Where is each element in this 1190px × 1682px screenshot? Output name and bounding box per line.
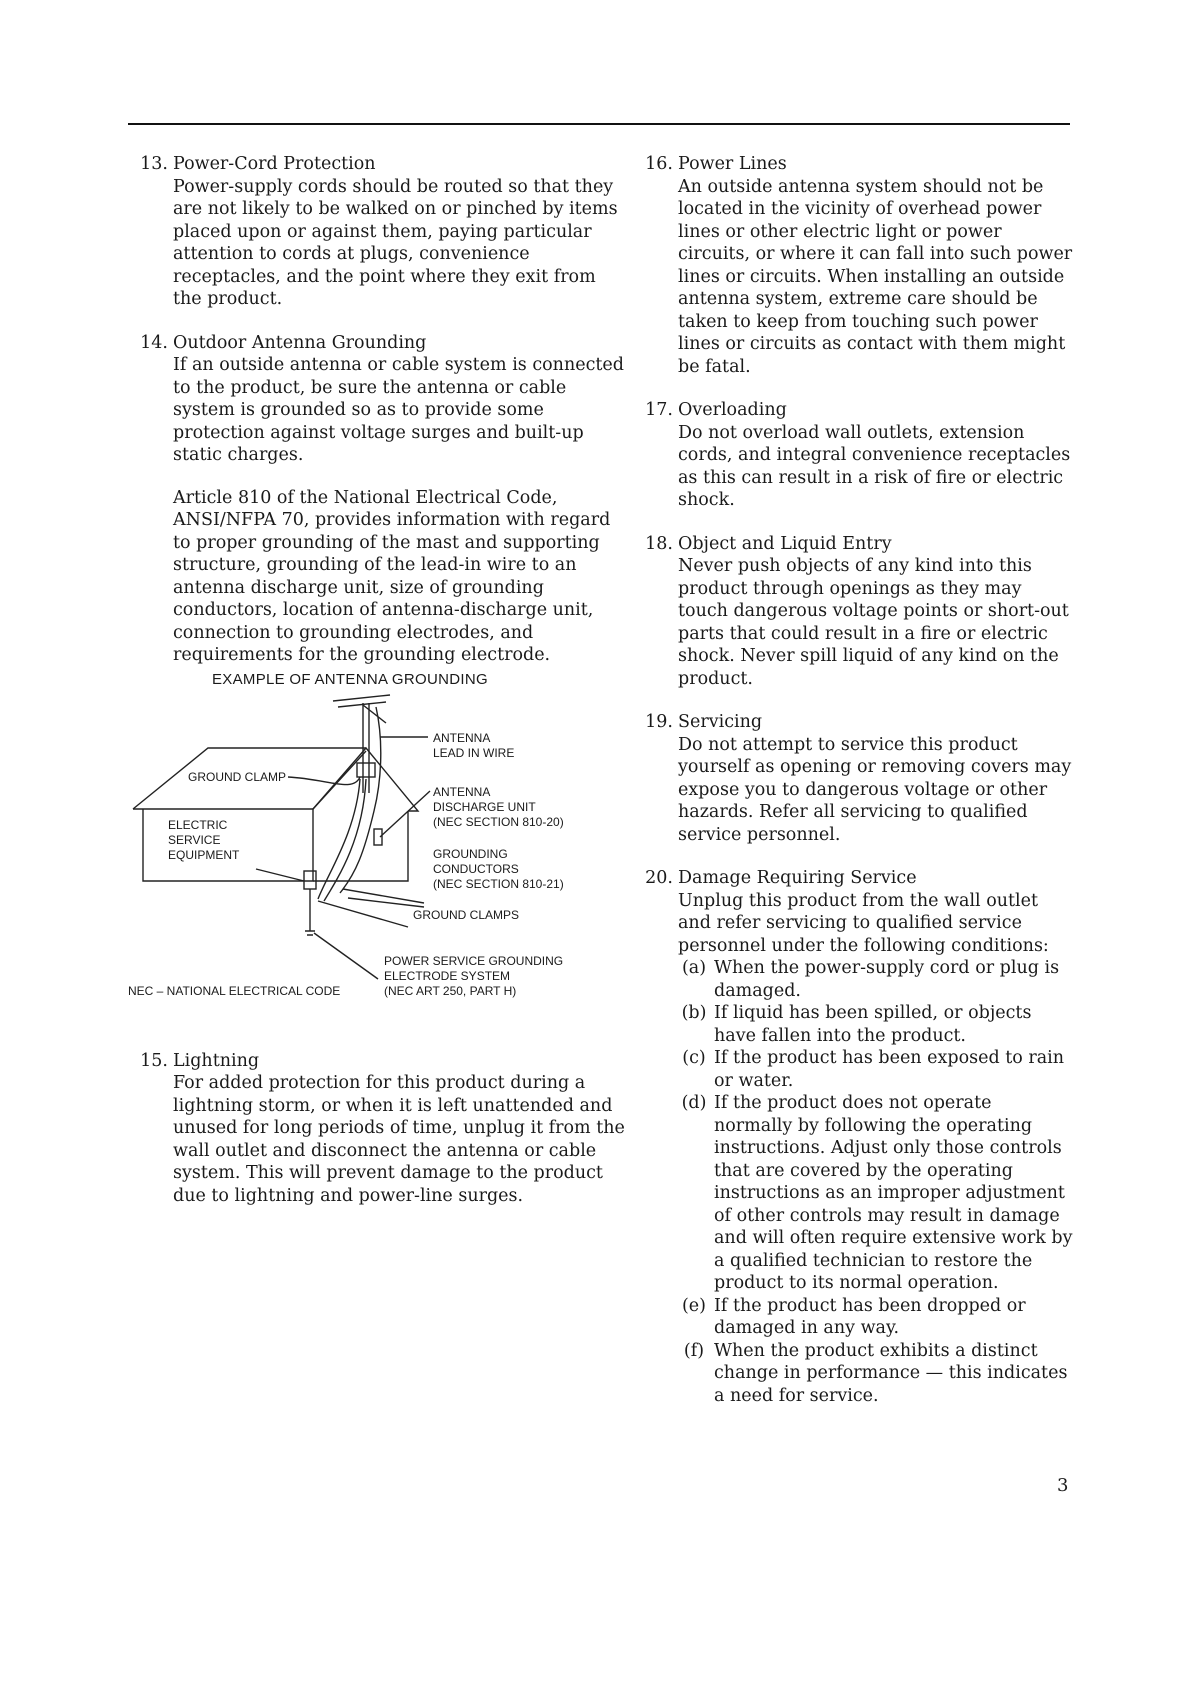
label-grounding: GROUNDING: [433, 846, 508, 861]
condition-text: If the product has been dropped or damaged in any way.: [714, 1295, 1026, 1338]
top-rule: [128, 123, 1070, 125]
condition-label: (d): [681, 1093, 707, 1113]
condition-label: (b): [681, 1003, 707, 1023]
lead-in-wire: [340, 707, 381, 893]
label-electrode-system: ELECTRODE SYSTEM: [384, 968, 511, 983]
item-title: Outdoor Antenna Grounding: [173, 332, 427, 353]
label-discharge-unit: DISCHARGE UNIT: [433, 799, 536, 814]
item-number: 16.: [645, 154, 673, 174]
item-body: An outside antenna system should not be located in the vicinity of overhead power lines or other electric light or power circuits, or where it can fall into such power lines or circuits. When installing an outside antenna system, extreme care should be taken to keep from touching such power lines or circuits as contact with them might be fatal.: [678, 176, 1073, 377]
item-14-outdoor-antenna-grounding: [128, 332, 628, 1029]
condition-e: [678, 1295, 1075, 1340]
label-discharge-section: (NEC SECTION 810-20): [433, 814, 564, 829]
item-title: Lightning: [173, 1050, 260, 1071]
item-body: Power-supply cords should be routed so that they are not likely to be walked on or pinched by items placed upon or against them, paying particular attention to cords at plugs, convenience receptacles, and the point where they exit from the product.: [173, 176, 618, 309]
item-body: Unplug this product from the wall outlet and refer servicing to qualified service personnel under the following conditions:: [678, 890, 1049, 956]
leader-ground-clamp: [288, 777, 360, 785]
item-15-lightning: [128, 1050, 628, 1208]
item-number: 14.: [140, 332, 168, 353]
label-service: SERVICE: [168, 832, 221, 847]
condition-label: (c): [682, 1048, 706, 1068]
page-number: 3: [1057, 1475, 1069, 1496]
label-grounding-section: (NEC SECTION 810-21): [433, 876, 564, 891]
item-body-article: Article 810 of the National Electrical Code, ANSI/NFPA 70, provides information with regard to proper grounding of the mast and supporting structure, grounding of the lead-in wire to an antenna discharge unit, size of grounding conductors, location of antenna-discharge unit, connection to grounding electrodes, and requirements for the grounding electrode.: [173, 487, 611, 665]
condition-label: (e): [681, 1295, 706, 1316]
leader-discharge: [380, 791, 430, 837]
item-17-overloading: [633, 399, 1075, 512]
item-title: Overloading: [678, 400, 787, 420]
condition-text: When the power-supply cord or plug is damaged.: [714, 958, 1060, 1001]
label-ground-clamps: GROUND CLAMPS: [413, 907, 520, 922]
antenna-element: [333, 695, 390, 723]
label-nec-art: (NEC ART 250, PART H): [384, 983, 517, 998]
item-body: For added protection for this product during a lightning storm, or when it is left unattended and unused for long periods of time, unplug it from the wall outlet and disconnect the antenna or cable system. This will prevent damage to the product due to lightning and power-line surges.: [173, 1073, 625, 1206]
label-lead-in-wire: LEAD IN WIRE: [433, 745, 515, 760]
condition-d: [678, 1092, 1075, 1295]
item-title: Servicing: [678, 712, 763, 732]
service-equipment-box: [304, 871, 316, 889]
label-nec-legend: NEC – NATIONAL ELECTRICAL CODE: [128, 983, 341, 998]
condition-text: If the product has been exposed to rain or water.: [714, 1048, 1065, 1091]
item-19-servicing: [633, 711, 1075, 846]
item-title: Damage Requiring Service: [678, 868, 917, 888]
mast-ground-clamp: [357, 763, 375, 777]
item-20-damage-requiring-service: [633, 867, 1075, 1407]
label-discharge-antenna: ANTENNA: [433, 784, 491, 799]
leader-power-service: [314, 933, 378, 979]
item-number: 17.: [645, 400, 673, 420]
condition-c: [678, 1047, 1075, 1092]
condition-b: [678, 1002, 1075, 1047]
label-conductors: CONDUCTORS: [433, 861, 519, 876]
left-column: [128, 153, 628, 1228]
item-title: Object and Liquid Entry: [678, 533, 892, 554]
leader-ground-clamps: [318, 901, 408, 927]
label-ground-clamp: GROUND CLAMP: [188, 769, 287, 784]
leader-grounding: [343, 889, 424, 907]
condition-text: If the product does not operate normally by following the operating instructions. Adjust only those controls that are covered by the operating instructions as an improper adjustment of other controls may result in damage and will often require extensive work by a qualified technician to restore the product to its normal operation.: [714, 1093, 1073, 1293]
item-number: 18.: [645, 533, 673, 554]
condition-a: [678, 957, 1075, 1002]
item-body: Never push objects of any kind into this product through openings as they may touch dangerous voltage points or short-out parts that could result in a fire or electric shock. Never spill liquid of any kind on the product.: [678, 556, 1069, 689]
item-number: 13.: [140, 154, 168, 174]
item-body: Do not overload wall outlets, extension cords, and integral convenience receptacles as this can result in a risk of fire or electric shock.: [678, 422, 1071, 510]
label-antenna: ANTENNA: [433, 730, 491, 745]
label-equipment: EQUIPMENT: [168, 847, 240, 862]
label-power-service: POWER SERVICE GROUNDING: [384, 953, 564, 968]
label-electric: ELECTRIC: [168, 817, 228, 832]
item-16-power-lines: [633, 153, 1075, 378]
ground-rod: [305, 889, 315, 935]
leader-equipment: [256, 869, 304, 881]
condition-text: When the product exhibits a distinct change in performance — this indicates a need for service.: [714, 1340, 1068, 1406]
condition-label: (a): [681, 958, 707, 978]
condition-label: (f): [683, 1340, 705, 1361]
item-18-object-and-liquid-entry: [633, 533, 1075, 691]
condition-f: [678, 1340, 1075, 1408]
item-title: Power-Cord Protection: [173, 154, 376, 174]
item-number: 19.: [645, 712, 673, 732]
item-13-power-cord-protection: [128, 153, 628, 311]
item-number: 20.: [645, 868, 673, 888]
item-body: Do not attempt to service this product yourself as opening or removing covers may expose you to dangerous voltage or other hazards. Refer all servicing to qualified service personnel.: [678, 734, 1072, 845]
antenna-grounding-figure: [128, 669, 638, 1029]
condition-text: If liquid has been spilled, or objects have fallen into the product.: [714, 1003, 1032, 1046]
item-number: 15.: [140, 1050, 168, 1071]
figure-title: EXAMPLE OF ANTENNA GROUNDING: [212, 670, 488, 688]
item-title: Power Lines: [678, 154, 787, 174]
item-body: If an outside antenna or cable system is connected to the product, be sure the antenna or cable system is grounded so as to provide some protection against voltage surges and built-up static charges.: [173, 355, 624, 465]
right-column: [633, 153, 1075, 1428]
